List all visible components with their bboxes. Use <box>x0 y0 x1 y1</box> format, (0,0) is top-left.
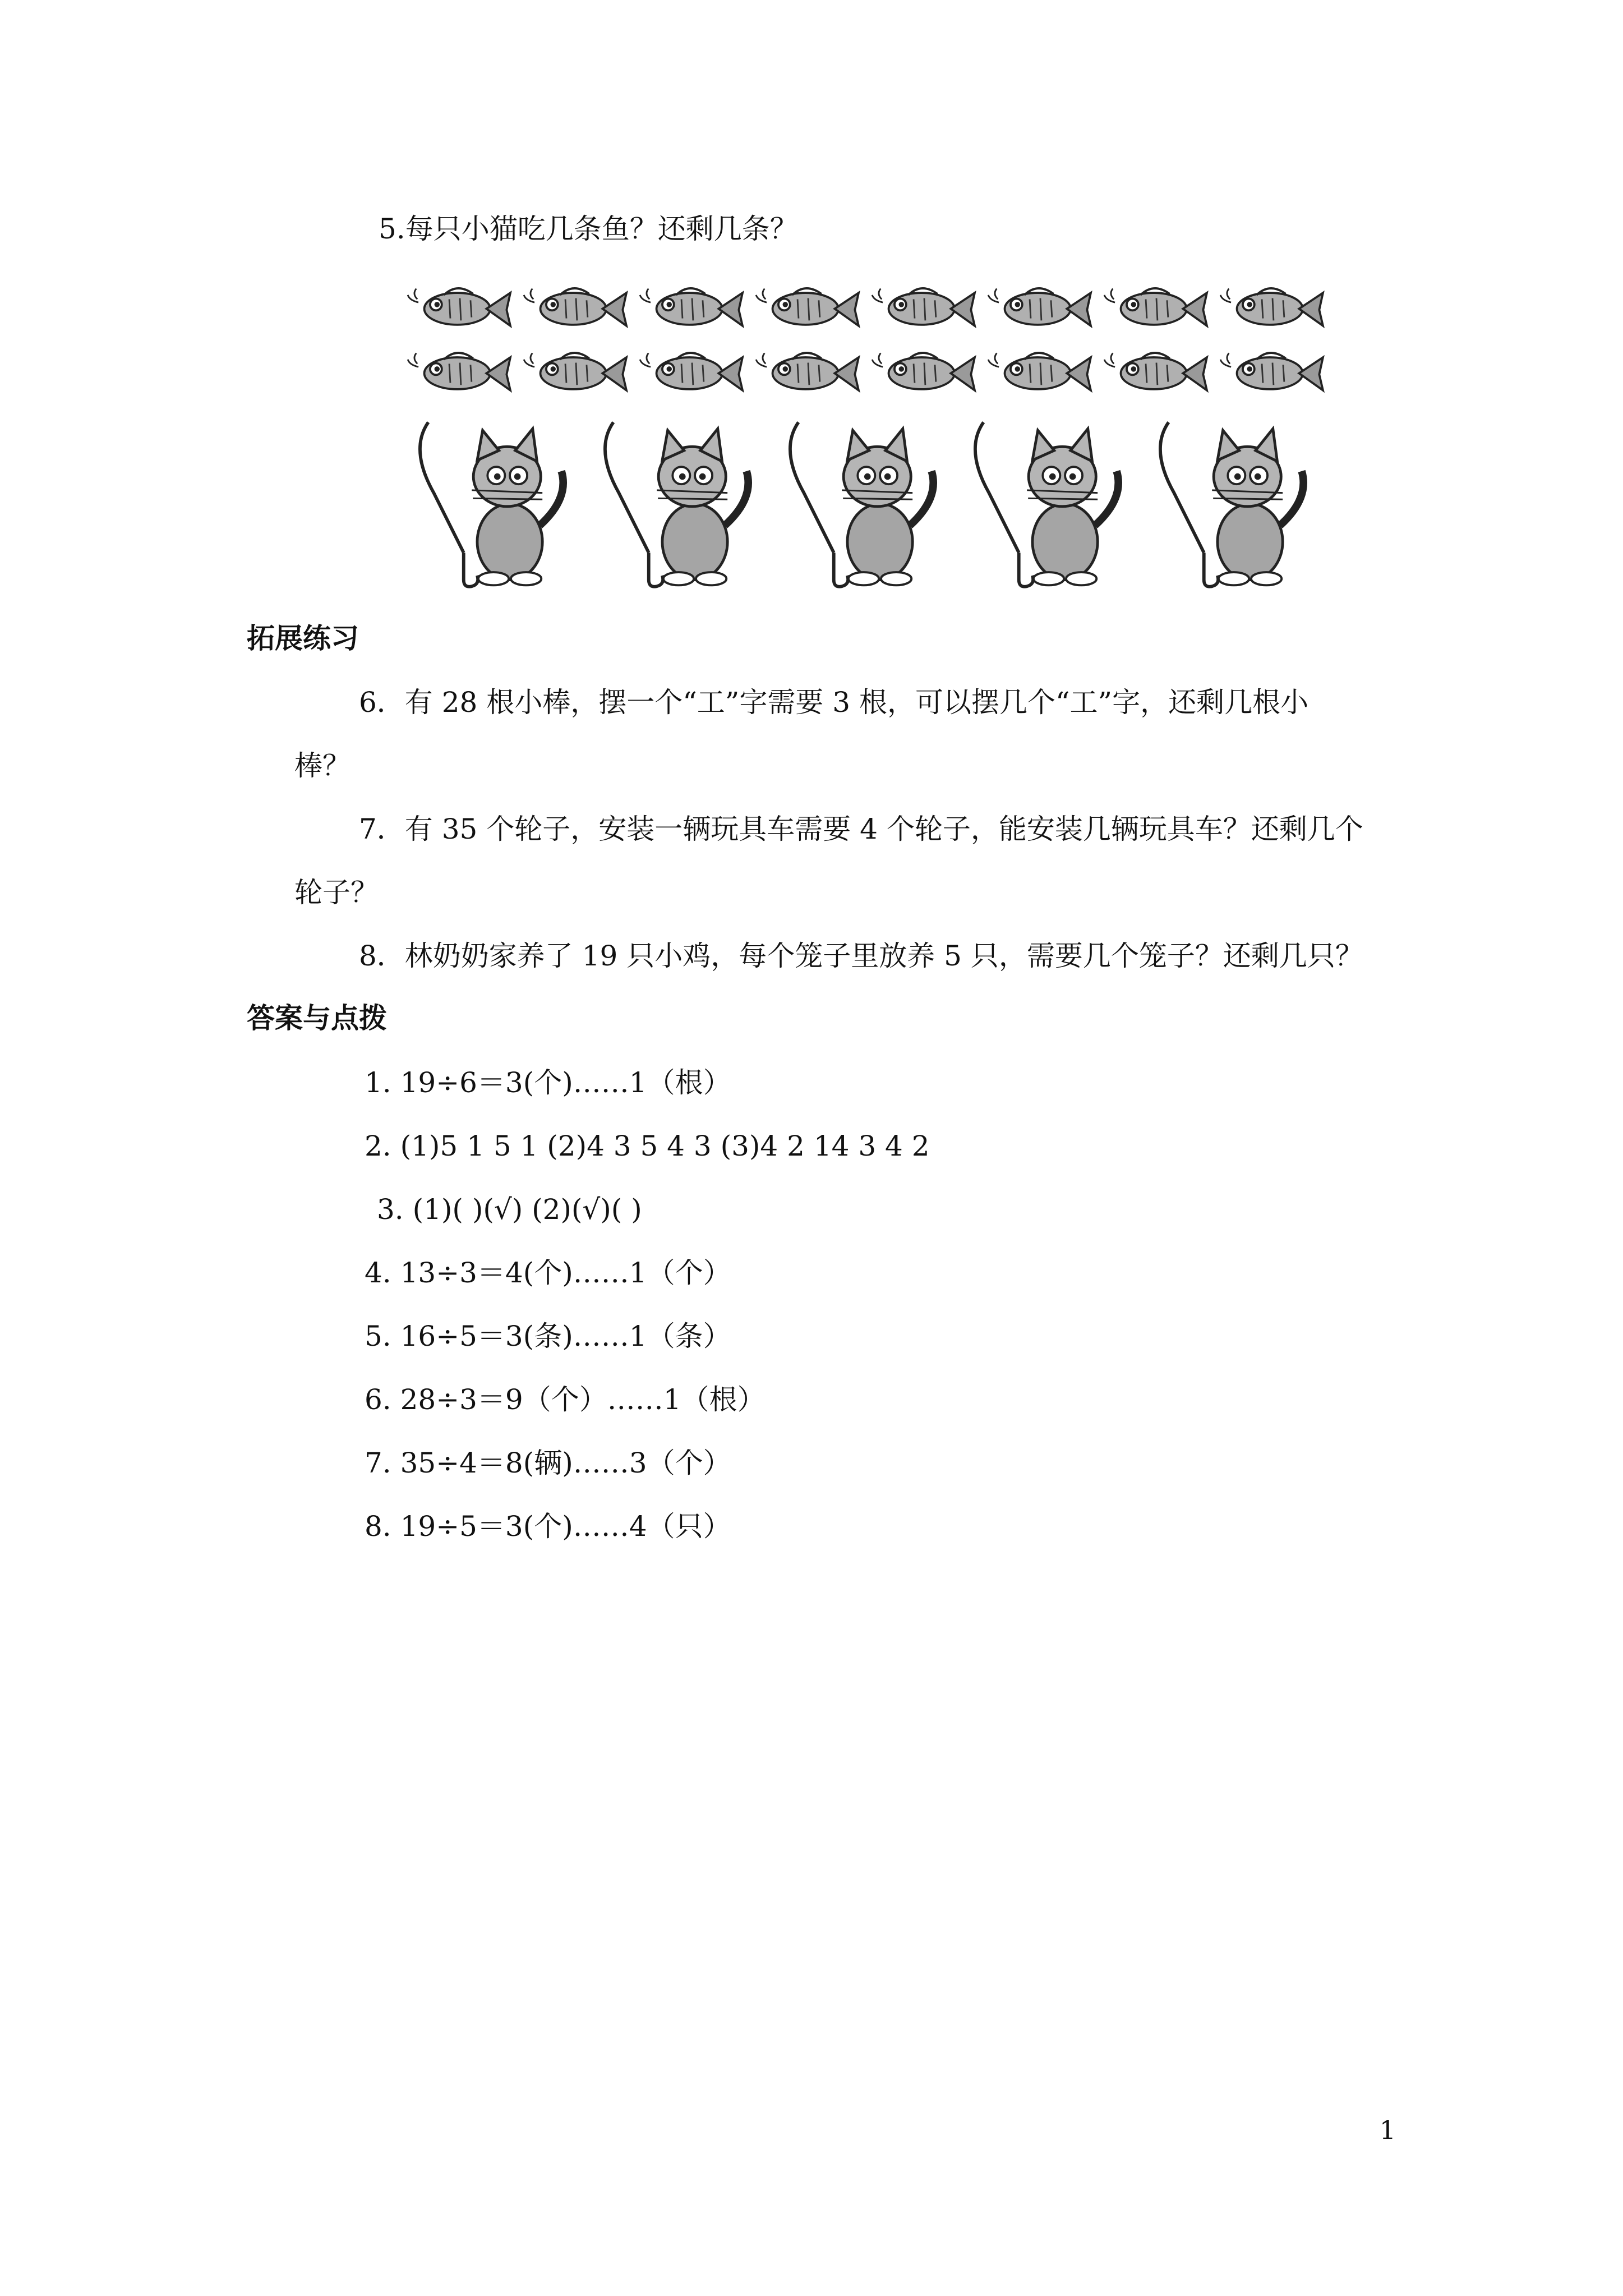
fish-icon <box>1216 348 1329 398</box>
fish-icon <box>868 348 980 398</box>
fish-icon <box>868 283 980 334</box>
fishing-cat-icon <box>965 417 1133 591</box>
fishing-cat-icon <box>409 417 578 591</box>
fish-icon <box>752 283 864 334</box>
fish-icon <box>520 348 632 398</box>
fishing-cat-icon <box>780 417 948 591</box>
section-title-extension: 拓展练习 <box>247 622 359 655</box>
answer-3: 3. (1)( )(√) (2)(√)( ) <box>377 1193 642 1226</box>
fish-icon <box>636 348 748 398</box>
question-7-line-2: 轮子？ <box>294 876 379 909</box>
answer-6: 6. 28÷3＝9（个）……1（根） <box>365 1383 766 1416</box>
fishing-cat-icon <box>1150 417 1318 591</box>
answer-1: 1. 19÷6＝3(个)……1（根） <box>365 1066 731 1099</box>
fish-icon <box>404 283 516 334</box>
fish-icon <box>1100 283 1212 334</box>
answer-2: 2. (1)5 1 5 1 (2)4 3 5 4 3 (3)4 2 14 3 4 2 <box>365 1130 930 1162</box>
fish-icon <box>984 348 1096 398</box>
question-7-line-1: 7．有 35 个轮子，安装一辆玩具车需要 4 个轮子，能安装几辆玩具车？还剩几个 <box>359 813 1363 845</box>
fishing-cat-icon <box>594 417 763 591</box>
fish-icon <box>404 348 516 398</box>
question-6-line-2: 棒？ <box>294 749 351 782</box>
fish-icon <box>1216 283 1329 334</box>
fish-icon <box>984 283 1096 334</box>
answer-8: 8. 19÷5＝3(个)……4（只） <box>365 1510 731 1543</box>
fish-icon <box>1100 348 1212 398</box>
fish-and-cats-illustration <box>404 278 1352 592</box>
page-number: 1 <box>1379 2115 1396 2145</box>
fish-icon <box>520 283 632 334</box>
fish-icon <box>636 283 748 334</box>
question-6-line-1: 6．有 28 根小棒，摆一个“工”字需要 3 根，可以摆几个“工”字，还剩几根小 <box>359 686 1309 719</box>
answer-7: 7. 35÷4＝8(辆)……3（个） <box>365 1447 731 1479</box>
section-title-answers: 答案与点拨 <box>247 1002 387 1034</box>
fish-icon <box>752 348 864 398</box>
question-5: 5.每只小猫吃几条鱼？还剩几条？ <box>379 213 798 245</box>
question-8: 8．林奶奶家养了 19 只小鸡，每个笼子里放养 5 只，需要几个笼子？还剩几只？ <box>359 940 1363 972</box>
answer-5: 5. 16÷5＝3(条)……1（条） <box>365 1320 731 1352</box>
answer-4: 4. 13÷3＝4(个)……1（个） <box>365 1257 731 1289</box>
